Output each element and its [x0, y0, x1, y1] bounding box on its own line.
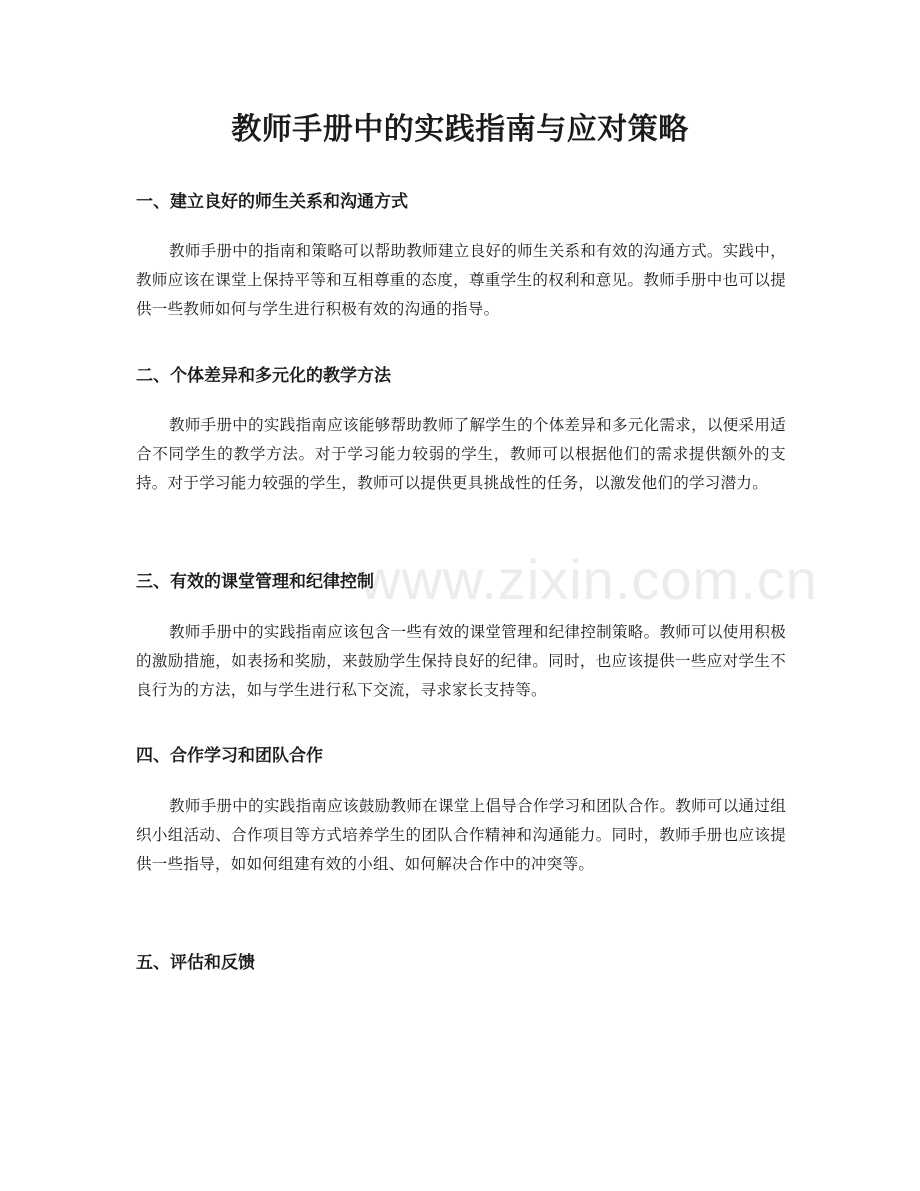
- section-paragraph-1: 教师手册中的指南和策略可以帮助教师建立良好的师生关系和有效的沟通方式。实践中，教师应该在课堂上保持平等和互相尊重的态度，尊重学生的权利和意见。教师手册中也可以提供一些教师如何与学生进行积极有效的沟通的指导。: [136, 242, 786, 318]
- section-heading-4: 四、合作学习和团队合作: [136, 746, 323, 766]
- section-heading-3: 三、有效的课堂管理和纪律控制: [136, 572, 374, 592]
- section-heading-5: 五、评估和反馈: [136, 953, 255, 973]
- section-heading-2: 二、个体差异和多元化的教学方法: [136, 366, 391, 386]
- page-title: 教师手册中的实践指南与应对策略: [231, 112, 689, 147]
- section-heading-1: 一、建立良好的师生关系和沟通方式: [136, 192, 408, 212]
- watermark: www.zixin.com.cn: [360, 548, 818, 611]
- section-paragraph-3: 教师手册中的实践指南应该包含一些有效的课堂管理和纪律控制策略。教师可以使用积极的激励措施，如表扬和奖励，来鼓励学生保持良好的纪律。同时，也应该提供一些应对学生不良行为的方法，如与学生进行私下交流，寻求家长支持等。: [136, 623, 786, 699]
- section-paragraph-2: 教师手册中的实践指南应该能够帮助教师了解学生的个体差异和多元化需求，以便采用适合不同学生的教学方法。对于学习能力较弱的学生，教师可以根据他们的需求提供额外的支持。对于学习能力较强的学生，教师可以提供更具挑战性的任务，以激发他们的学习潜力。: [136, 416, 786, 492]
- section-paragraph-4: 教师手册中的实践指南应该鼓励教师在课堂上倡导合作学习和团队合作。教师可以通过组织小组活动、合作项目等方式培养学生的团队合作精神和沟通能力。同时，教师手册也应该提供一些指导，如如何组建有效的小组、如何解决合作中的冲突等。: [136, 797, 786, 873]
